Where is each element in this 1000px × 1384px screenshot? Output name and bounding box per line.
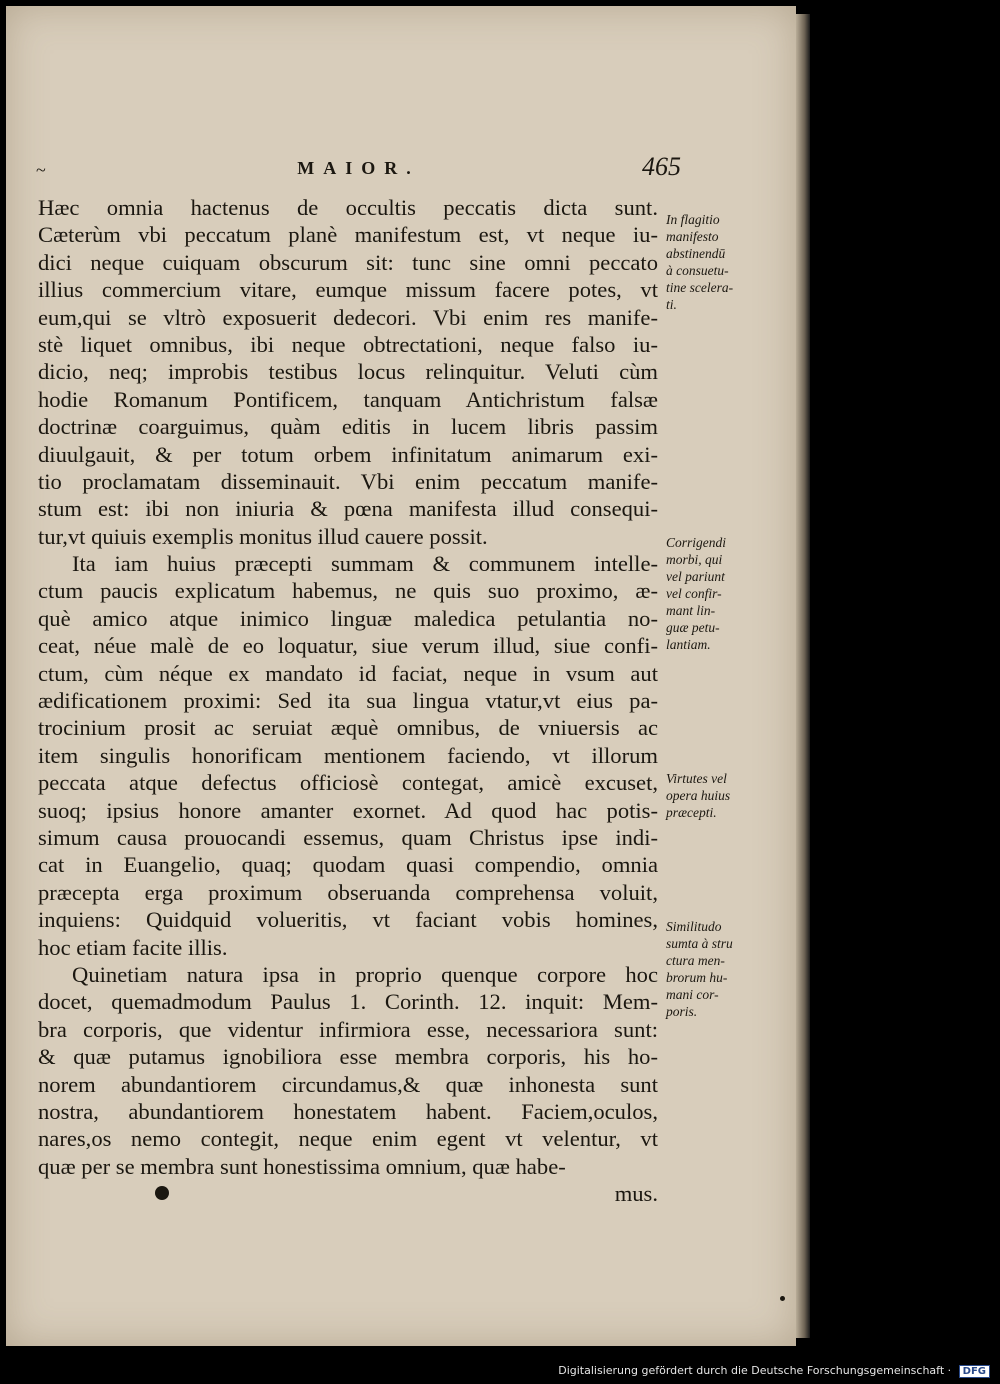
text-line: què amico atque inimico linguæ maledica petulantia no- <box>38 605 658 631</box>
margin-note <box>666 770 730 821</box>
ink-dot-small <box>780 1296 785 1301</box>
text-line: hodie Romanum Pontificem, tanquam Antichristum falsæ <box>38 386 658 412</box>
text-line: Cæterùm vbi peccatum planè manifestum est, vt neque iu- <box>38 222 658 248</box>
text-line: norem abundantiorem circundamus,& quæ inhonesta sunt <box>38 1071 658 1097</box>
margin-note-line: mani cor- <box>666 987 719 1002</box>
margin-note-line: Corrigendi <box>666 535 727 550</box>
margin-note-line: morbi, qui <box>666 552 723 567</box>
text-line: dicio, neq; improbis testibus locus relinquitur. Veluti cùm <box>38 359 658 385</box>
text-line: inquiens: Quidquid volueritis, vt faciant vobis homines, <box>38 907 658 933</box>
text-line: & quæ putamus ignobiliora esse membra corporis, his ho- <box>38 1044 658 1070</box>
text-line: Hæc omnia hactenus de occultis peccatis dicta sunt. <box>38 195 658 220</box>
text-line: eum,qui se vltrò exposuerit dedecori. Vbi enim res manife- <box>38 304 658 330</box>
text-line: simum causa prouocandi essemus, quam Christus ipse indi- <box>38 824 658 850</box>
text-line: dici neque cuiquam obscurum sit: tunc sine omni peccato <box>38 249 658 275</box>
dfg-logo: DFG <box>959 1365 990 1378</box>
text-line: stè liquet omnibus, ibi neque obtrectationi, neque falso iu- <box>38 331 658 357</box>
margin-note-line: Similitudo <box>666 919 722 934</box>
margin-note-line: à consuetu- <box>666 263 729 278</box>
footer-text: Digitalisierung gefördert durch die Deutsche Forschungsgemeinschaft · <box>558 1364 952 1377</box>
margin-note-line: abstinendū <box>666 246 726 261</box>
header-ornament: ~ <box>36 160 46 180</box>
text-line: tur,vt quiuis exemplis monitus illud cauere possit. <box>38 523 488 549</box>
text-line: ctum paucis explicatum habemus, ne quis suo proximo, æ- <box>38 578 658 604</box>
page-number: 465 <box>642 152 681 181</box>
page-edge <box>796 14 810 1338</box>
margin-note <box>666 211 733 313</box>
digitization-footer <box>0 1364 990 1378</box>
margin-note-line: ti. <box>666 297 677 312</box>
text-line: doctrinæ coarguimus, quàm editis in lucem libris passim <box>38 414 658 440</box>
margin-note <box>666 918 733 1020</box>
margin-note-line: lantiam. <box>666 637 711 652</box>
text-line: peccata atque defectus officiosè contegat, amicè excuset, <box>38 770 658 796</box>
text-line: trocinium prosit ac seruiat æquè omnibus, de vniuersis ac <box>38 715 658 741</box>
text-line: cat in Euangelio, quaq; quodam quasi compendio, omnia <box>38 852 658 878</box>
margin-note-line: sumta à stru <box>666 936 733 951</box>
book-page <box>6 6 796 1346</box>
text-line: ctum, cùm néque ex mandato id faciat, neque in vsum aut <box>38 660 658 686</box>
running-title: MAIOR. <box>297 158 420 178</box>
running-header <box>36 152 681 186</box>
margin-note-line: Virtutes vel <box>666 771 727 786</box>
text-line: Quinetiam natura ipsa in proprio quenque corpore hoc <box>72 961 658 987</box>
margin-note-line: vel pariunt <box>666 569 725 584</box>
text-line: item singulis honorificam mentionem faciendo, vt illorum <box>38 742 658 768</box>
text-line: ædificationem proximi: Sed ita sua lingua vtatur,vt eius pa- <box>38 688 658 714</box>
text-line: nostra, abundantiorem honestatem habent. Faciem,oculos, <box>38 1098 658 1124</box>
margin-note-line: mant lin- <box>666 603 716 618</box>
text-line: præcepta erga proximum obseruanda comprehensa voluit, <box>38 879 658 905</box>
main-text-block <box>38 194 658 1207</box>
margin-note-line: guæ petu- <box>666 620 720 635</box>
ink-dot <box>155 1186 169 1200</box>
text-line: diuulgauit, & per totum orbem infinitatum animarum exi- <box>38 441 658 467</box>
margin-note <box>666 534 726 653</box>
margin-note-line: manifesto <box>666 229 719 244</box>
text-line: bra corporis, que videntur infirmiora esse, necessariora sunt: <box>38 1016 658 1042</box>
margin-note-line: opera huius <box>666 788 731 803</box>
text-line: docet, quemadmodum Paulus 1. Corinth. 12. inquit: Mem- <box>38 989 658 1015</box>
margin-note-line: tine scelera- <box>666 280 734 295</box>
text-line: nares,os nemo contegit, neque enim egent vt velentur, vt <box>38 1126 658 1152</box>
catchword: mus. <box>614 1181 658 1207</box>
text-line: quæ per se membra sunt honestissima omnium, quæ habe- <box>38 1153 566 1179</box>
text-line: tio proclamatam disseminauit. Vbi enim peccatum manife- <box>38 468 658 494</box>
margin-note-line: In flagitio <box>666 212 720 227</box>
text-line: Ita iam huius præcepti summam & communem intelle- <box>72 551 658 577</box>
margin-note-line: brorum hu- <box>666 970 728 985</box>
text-line: ceat, néue malè de eo loquatur, siue verum illud, siue confi- <box>38 633 658 659</box>
margin-note-line: præcepti. <box>666 805 717 820</box>
margin-note-line: vel confir- <box>666 586 722 601</box>
margin-note-line: poris. <box>666 1004 698 1019</box>
text-line: illius commercium vitare, eumque missum facere potes, vt <box>38 277 658 303</box>
text-line: suoq; ipsius honore amanter exornet. Ad quod hac potis- <box>38 797 658 823</box>
text-line: hoc etiam facite illis. <box>38 934 228 960</box>
margin-note-line: ctura men- <box>666 953 725 968</box>
text-line: stum est: ibi non iniuria & pœna manifesta illud consequi- <box>38 496 658 522</box>
